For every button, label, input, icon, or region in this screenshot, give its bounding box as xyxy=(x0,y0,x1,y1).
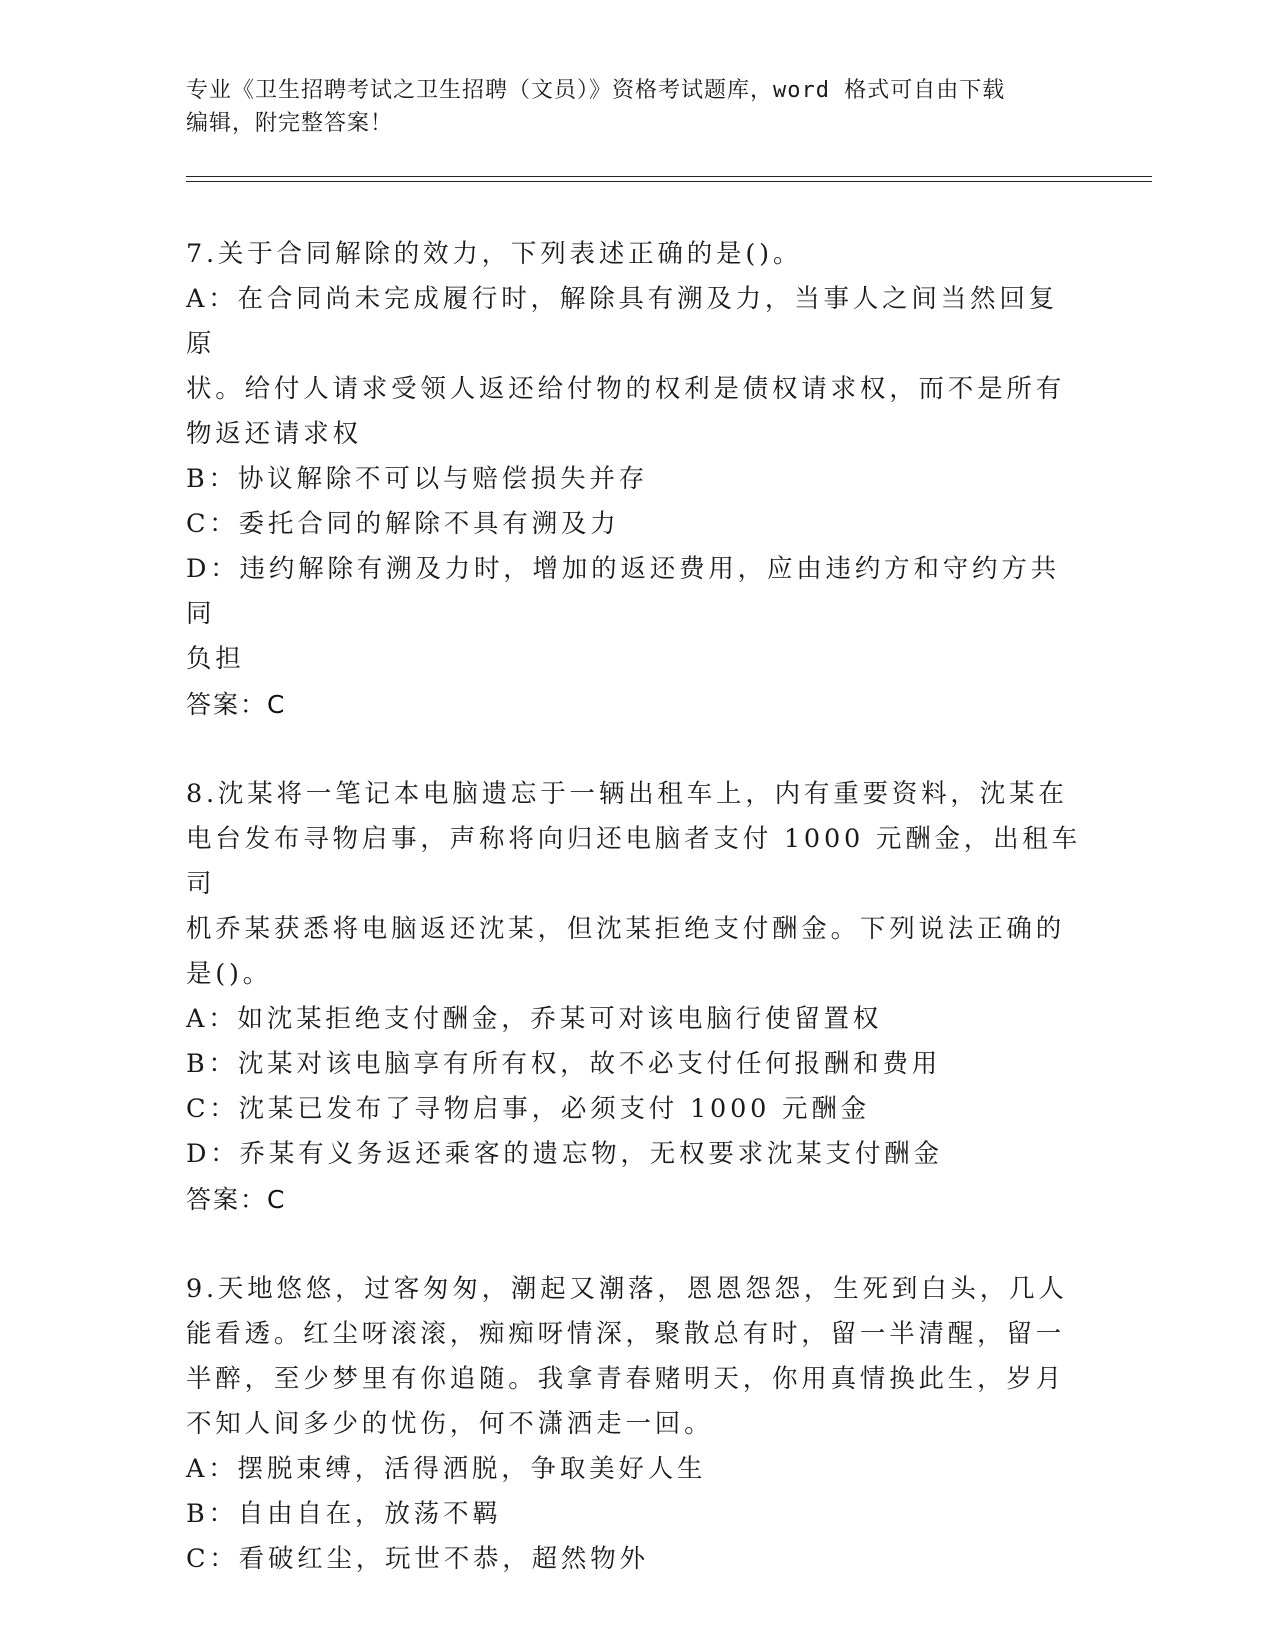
question-9 xyxy=(186,1267,1086,1582)
question-stem: 7.关于合同解除的效力，下列表述正确的是()。 xyxy=(186,239,803,269)
option-text: C：委托合同的解除不具有溯及力 xyxy=(186,509,620,539)
header-line-2: 编辑，附完整答案！ xyxy=(186,111,394,136)
answer-label: 答案：C xyxy=(186,690,287,719)
option-text: B：自由自在，放荡不羁 xyxy=(186,1499,502,1529)
option-text: C：看破红尘，玩世不恭，超然物外 xyxy=(186,1544,649,1574)
question-8 xyxy=(186,772,1086,1222)
question-stem xyxy=(186,1267,1086,1447)
header-divider-top xyxy=(186,176,1152,177)
option-text: B：协议解除不可以与赔偿损失并存 xyxy=(186,464,649,494)
document-header xyxy=(186,74,1086,140)
question-7 xyxy=(186,232,1086,727)
option-c xyxy=(186,502,1086,547)
stem-line: 9.天地悠悠，过客匆匆，潮起又潮落，恩恩怨怨，生死到白头，几人 xyxy=(186,1274,1068,1304)
stem-line: 8.沈某将一笔记本电脑遗忘于一辆出租车上，内有重要资料，沈某在 xyxy=(186,779,1068,809)
option-c xyxy=(186,1537,1086,1582)
option-text: A：在合同尚未完成履行时，解除具有溯及力，当事人之间当然回复原 xyxy=(186,284,1058,359)
option-text: C：沈某已发布了寻物启事，必须支付 1000 元酬金 xyxy=(186,1094,870,1124)
option-c xyxy=(186,1087,1086,1132)
answer-label: 答案：C xyxy=(186,1185,287,1214)
question-stem xyxy=(186,772,1086,997)
stem-line: 是()。 xyxy=(186,959,273,989)
option-text: 负担 xyxy=(186,644,245,674)
option-d xyxy=(186,547,1086,682)
option-text: 物返还请求权 xyxy=(186,419,362,449)
header-line-1: 专业《卫生招聘考试之卫生招聘（文员）》资格考试题库，word 格式可自由下载 xyxy=(186,78,1006,103)
stem-line: 半醉，至少梦里有你追随。我拿青春赌明天，你用真情换此生，岁月 xyxy=(186,1364,1066,1394)
option-text: D：违约解除有溯及力时，增加的返还费用，应由违约方和守约方共同 xyxy=(186,554,1060,629)
option-text: B：沈某对该电脑享有所有权，故不必支付任何报酬和费用 xyxy=(186,1049,942,1079)
option-text: D：乔某有义务返还乘客的遗忘物，无权要求沈某支付酬金 xyxy=(186,1139,943,1169)
option-text: A：如沈某拒绝支付酬金，乔某可对该电脑行使留置权 xyxy=(186,1004,883,1034)
option-a xyxy=(186,277,1086,457)
stem-line: 不知人间多少的忧伤，何不潇洒走一回。 xyxy=(186,1409,714,1439)
stem-line: 能看透。红尘呀滚滚，痴痴呀情深，聚散总有时，留一半清醒，留一 xyxy=(186,1319,1066,1349)
option-a xyxy=(186,1447,1086,1492)
header-divider-bottom xyxy=(186,181,1152,182)
option-text: A：摆脱束缚，活得洒脱，争取美好人生 xyxy=(186,1454,707,1484)
option-d xyxy=(186,1132,1086,1177)
option-a xyxy=(186,997,1086,1042)
question-list xyxy=(186,232,1086,1627)
stem-line: 机乔某获悉将电脑返还沈某，但沈某拒绝支付酬金。下列说法正确的 xyxy=(186,914,1066,944)
option-b xyxy=(186,457,1086,502)
stem-line: 电台发布寻物启事，声称将向归还电脑者支付 1000 元酬金，出租车司 xyxy=(186,824,1082,899)
option-b xyxy=(186,1042,1086,1087)
option-b xyxy=(186,1492,1086,1537)
option-text: 状。给付人请求受领人返还给付物的权利是债权请求权，而不是所有 xyxy=(186,374,1066,404)
